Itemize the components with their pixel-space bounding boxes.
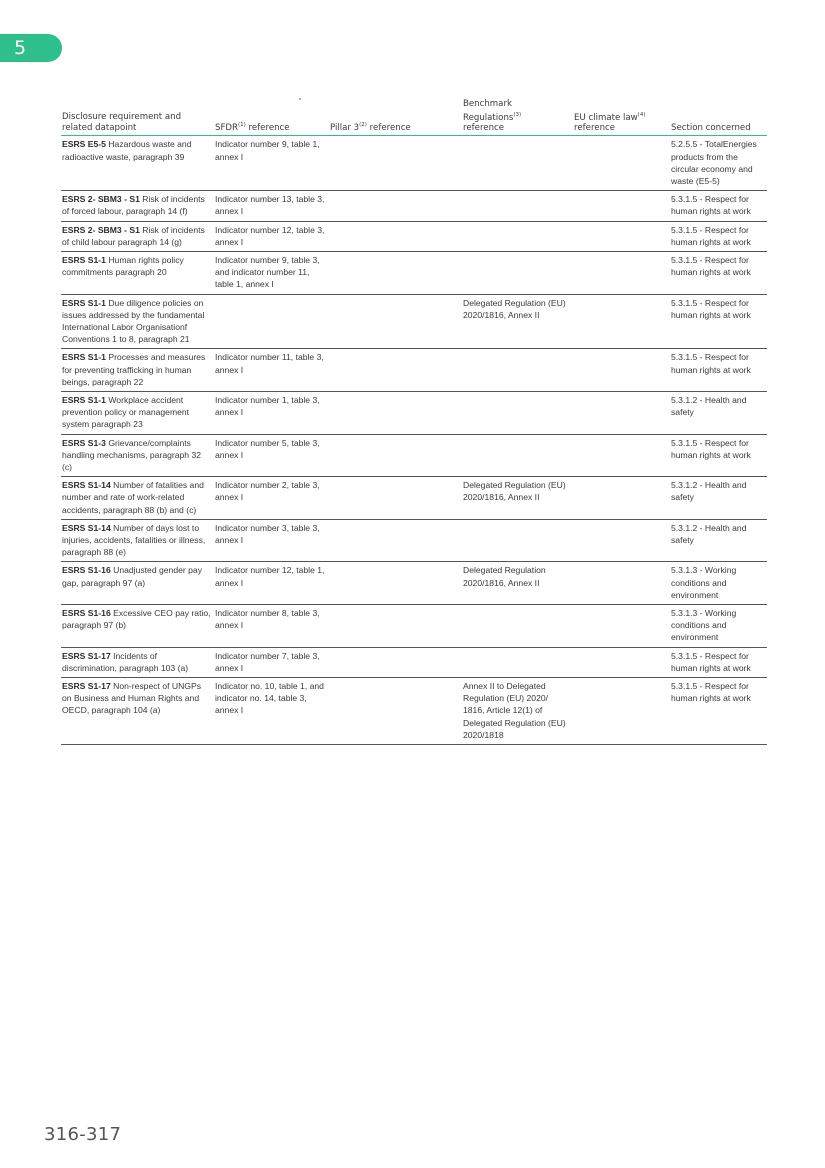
- cell-section: 5.3.1.2 - Health and safety: [670, 477, 767, 520]
- cell-eu-climate-law: [573, 251, 670, 294]
- esrs-code: ESRS S1-3: [62, 437, 106, 448]
- cell-eu-climate-law: [573, 647, 670, 677]
- cell-pillar3: [329, 221, 462, 251]
- esrs-code: ESRS S1-1: [62, 395, 106, 406]
- cell-benchmark: Delegated Regulation (EU) 2020/1816, Annex II: [462, 294, 573, 349]
- header-pillar3: Pillar 3$^{(2)}$ reference: [329, 99, 462, 136]
- esrs-code: ESRS S1-1: [62, 297, 106, 308]
- cell-eu-climate-law: [573, 519, 670, 562]
- cell-pillar3: [329, 477, 462, 520]
- cell-benchmark: Annex II to Delegated Regulation (EU) 2020/ 1816, Article 12(1) of Delegated Regulation (EU) 2020/1818: [462, 678, 573, 745]
- cell-sfdr: Indicator number 7, table 3, annex I: [214, 647, 329, 677]
- cell-benchmark: [462, 136, 573, 191]
- cell-section: 5.3.1.5 - Respect for human rights at work: [670, 434, 767, 477]
- cell-benchmark: [462, 434, 573, 477]
- esrs-code: ESRS S1-1: [62, 352, 106, 363]
- table-row: [61, 251, 767, 294]
- cell-pillar3: [329, 251, 462, 294]
- cell-pillar3: [329, 349, 462, 392]
- disclosure-requirements-table: [61, 99, 767, 745]
- datapoint-description: Number of fatalities and number and rate of work-related accidents, paragraph 88 (b) and (c): [62, 480, 204, 515]
- cell-section: 5.3.1.5 - Respect for human rights at work: [670, 647, 767, 677]
- table-row: [61, 392, 767, 435]
- page-number: 316-317: [44, 1124, 122, 1145]
- cell-benchmark: [462, 605, 573, 648]
- cell-disclosure: [61, 251, 214, 294]
- esrs-code: ESRS 2- SBM3 - S1: [62, 224, 140, 235]
- table-row: [61, 294, 767, 349]
- cell-pillar3: [329, 647, 462, 677]
- datapoint-description: Number of days lost to injuries, accidents, fatalities or illness, paragraph 88 (e): [62, 522, 206, 558]
- cell-section: 5.2.5.5 - TotalEnergies products from the circular economy and waste (E5-5): [670, 136, 767, 191]
- esrs-code: ESRS 2- SBM3 - S1: [62, 194, 140, 205]
- datapoint-description: Hazardous waste and radioactive waste, paragraph 39: [62, 139, 192, 162]
- datapoint-description: Unadjusted gender pay gap, paragraph 97 (a): [62, 565, 202, 588]
- cell-eu-climate-law: [573, 191, 670, 221]
- cell-disclosure: [61, 392, 214, 435]
- esrs-code: ESRS S1-16: [62, 608, 111, 619]
- cell-section: 5.3.1.3 - Working conditions and environment: [670, 562, 767, 605]
- cell-sfdr: Indicator number 2, table 3, annex I: [214, 477, 329, 520]
- table-row: [61, 678, 767, 745]
- cell-sfdr: Indicator number 12, table 1, annex I: [214, 562, 329, 605]
- table-row: [61, 221, 767, 251]
- table-body: [61, 136, 767, 745]
- cell-sfdr: Indicator no. 10, table 1, and indicator no. 14, table 3, annex I: [214, 678, 329, 745]
- table-row: [61, 434, 767, 477]
- cell-disclosure: [61, 477, 214, 520]
- esrs-code: ESRS S1-1: [62, 254, 106, 265]
- cell-sfdr: Indicator number 1, table 3, annex I: [214, 392, 329, 435]
- cell-disclosure: [61, 294, 214, 349]
- datapoint-description: Risk of incidents of child labour paragraph 14 (g): [62, 224, 205, 247]
- cell-section: 5.3.1.2 - Health and safety: [670, 519, 767, 562]
- cell-eu-climate-law: [573, 294, 670, 349]
- cell-eu-climate-law: [573, 136, 670, 191]
- cell-pillar3: [329, 434, 462, 477]
- table-row: [61, 136, 767, 191]
- cell-section: 5.3.1.5 - Respect for human rights at work: [670, 349, 767, 392]
- cell-section: 5.3.1.5 - Respect for human rights at work: [670, 294, 767, 349]
- cell-sfdr: Indicator number 3, table 3, annex I: [214, 519, 329, 562]
- cell-benchmark: [462, 251, 573, 294]
- cell-disclosure: [61, 191, 214, 221]
- cell-section: 5.3.1.5 - Respect for human rights at work: [670, 251, 767, 294]
- esrs-code: ESRS S1-17: [62, 681, 111, 692]
- esrs-code: ESRS S1-17: [62, 650, 111, 661]
- esrs-code: ESRS E5-5: [62, 139, 106, 150]
- cell-pillar3: [329, 519, 462, 562]
- table-row: [61, 605, 767, 648]
- cell-benchmark: [462, 191, 573, 221]
- datapoint-description: Human rights policy commitments paragraph 20: [62, 254, 184, 278]
- cell-eu-climate-law: [573, 392, 670, 435]
- cell-pillar3: [329, 562, 462, 605]
- header-benchmark: Benchmark Regulations$^{(3)}$ reference: [462, 99, 573, 136]
- cell-benchmark: Delegated Regulation (EU) 2020/1816, Annex II: [462, 477, 573, 520]
- chapter-number: 5: [13, 37, 27, 59]
- datapoint-description: Incidents of discrimination, paragraph 103 (a): [62, 650, 189, 673]
- cell-section: 5.3.1.5 - Respect for human rights at work: [670, 191, 767, 221]
- cell-disclosure: [61, 605, 214, 648]
- cell-disclosure: [61, 221, 214, 251]
- cell-benchmark: [462, 349, 573, 392]
- datapoint-description: Grievance/complaints handling mechanisms, paragraph 32 (c): [62, 437, 202, 473]
- cell-benchmark: [462, 647, 573, 677]
- cell-disclosure: [61, 678, 214, 745]
- cell-eu-climate-law: [573, 562, 670, 605]
- cell-sfdr: Indicator number 9, table 1, annex I: [214, 136, 329, 191]
- cell-eu-climate-law: [573, 349, 670, 392]
- cell-disclosure: [61, 519, 214, 562]
- table-row: [61, 349, 767, 392]
- cell-benchmark: [462, 392, 573, 435]
- cell-sfdr: Indicator number 11, table 3, annex I: [214, 349, 329, 392]
- cell-eu-climate-law: [573, 477, 670, 520]
- table-header-row: [61, 99, 767, 136]
- esrs-code: ESRS S1-14: [62, 522, 111, 533]
- header-sfdr: SFDR$^{(1)}$ reference: [214, 99, 329, 136]
- cell-section: 5.3.1.5 - Respect for human rights at work: [670, 678, 767, 745]
- cell-sfdr: Indicator number 13, table 3, annex I: [214, 191, 329, 221]
- chapter-tab: [0, 34, 62, 62]
- cell-sfdr: [214, 294, 329, 349]
- cell-disclosure: [61, 434, 214, 477]
- cell-benchmark: [462, 221, 573, 251]
- cell-sfdr: Indicator number 12, table 3, annex I: [214, 221, 329, 251]
- header-section: Section concerned: [670, 99, 767, 136]
- table-row: [61, 562, 767, 605]
- table-row: [61, 191, 767, 221]
- cell-pillar3: [329, 392, 462, 435]
- datapoint-description: Excessive CEO pay ratio, paragraph 97 (b): [62, 608, 211, 631]
- cell-pillar3: [329, 678, 462, 745]
- header-disclosure: Disclosure requirement and related datapoint: [61, 99, 214, 136]
- datapoint-description: Risk of incidents of forced labour, paragraph 14 (f): [62, 194, 205, 217]
- cell-pillar3: [329, 294, 462, 349]
- cell-eu-climate-law: [573, 221, 670, 251]
- cell-disclosure: [61, 562, 214, 605]
- datapoint-description: Due diligence policies on issues addressed by the fundamental International Labor Organisationf Conventions 1 to 8, paragraph 21: [62, 297, 205, 345]
- cell-eu-climate-law: [573, 605, 670, 648]
- datapoint-description: Non-respect of UNGPs on Business and Human Rights and OECD, paragraph 104 (a): [62, 681, 201, 716]
- cell-eu-climate-law: [573, 434, 670, 477]
- table-row: [61, 477, 767, 520]
- header-eu-climate-law: EU climate law$^{(4)}$ reference: [573, 99, 670, 136]
- cell-sfdr: Indicator number 9, table 3, and indicator number 11, table 1, annex I: [214, 251, 329, 294]
- datapoint-description: Processes and measures for preventing trafficking in human beings, paragraph 22: [62, 352, 206, 387]
- cell-section: 5.3.1.2 - Health and safety: [670, 392, 767, 435]
- cell-section: 5.3.1.3 - Working conditions and environment: [670, 605, 767, 648]
- cell-sfdr: Indicator number 5, table 3, annex I: [214, 434, 329, 477]
- esrs-code: ESRS S1-14: [62, 480, 111, 491]
- cell-disclosure: [61, 136, 214, 191]
- cell-pillar3: [329, 191, 462, 221]
- table-row: [61, 519, 767, 562]
- cell-disclosure: [61, 349, 214, 392]
- table-row: [61, 647, 767, 677]
- esrs-code: ESRS S1-16: [62, 565, 111, 576]
- cell-section: 5.3.1.5 - Respect for human rights at work: [670, 221, 767, 251]
- cell-disclosure: [61, 647, 214, 677]
- cell-benchmark: Delegated Regulation 2020/1816, Annex II: [462, 562, 573, 605]
- cell-benchmark: [462, 519, 573, 562]
- datapoint-description: Workplace accident prevention policy or management system paragraph 23: [62, 395, 190, 430]
- cell-eu-climate-law: [573, 678, 670, 745]
- cell-sfdr: Indicator number 8, table 3, annex I: [214, 605, 329, 648]
- cell-pillar3: [329, 136, 462, 191]
- cell-pillar3: [329, 605, 462, 648]
